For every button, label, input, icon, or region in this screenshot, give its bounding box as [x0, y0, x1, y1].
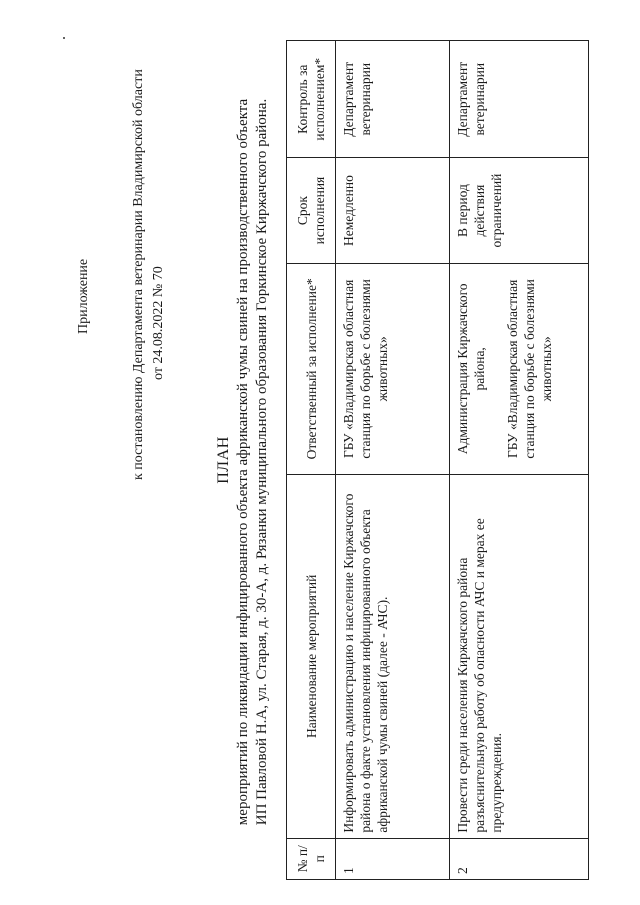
- header-num: № п/п: [287, 838, 336, 879]
- cell-responsible: [450, 263, 589, 474]
- cell-term: В период действия ограничений: [450, 158, 589, 263]
- header-responsible: Ответственный за исполнение*: [287, 263, 336, 474]
- cell-responsible: [336, 263, 450, 474]
- subtitle-line-1: мероприятий по ликвидации инфицированного объекта африканской чумы свиней на производственного объекта: [235, 98, 251, 826]
- cell-term: Немедленно: [336, 158, 450, 263]
- subtitle-line-2: ИП Павловой Н.А, ул. Старая, д. 30-А, д. Рязанки муниципального образования Горкинское Киржачского района.: [254, 98, 270, 826]
- plan-table: [286, 40, 589, 880]
- header-term: Срок исполнения: [287, 158, 336, 263]
- cell-name: Информировать администрацию и население Киржачского района о факте установления инфицированного объекта африканской чумы свиней (далее - АЧС).: [336, 475, 450, 839]
- cell-control: Департамент ветеринарии: [336, 41, 450, 158]
- header-name: Наименование мероприятий: [287, 475, 336, 839]
- cell-num: 1: [336, 838, 450, 879]
- table-row: [336, 41, 450, 880]
- decree-date-number: от 24.08.2022 № 70: [151, 266, 166, 380]
- responsible-entity: ГБУ «Владимирская областная станция по борьбе с болезнями животных»: [505, 279, 554, 459]
- appendix-label: Приложение: [76, 258, 91, 334]
- document-subtitle: [234, 52, 272, 872]
- responsible-entity: ГБУ «Владимирская областная станция по борьбе с болезнями животных»: [341, 279, 390, 459]
- decree-reference: к постановлению Департамента ветеринарии Владимирской области: [131, 69, 146, 480]
- cell-control: Департамент ветеринарии: [450, 41, 589, 158]
- responsible-entity: Администрация Киржачского района,: [455, 283, 487, 455]
- cell-name: Провести среди населения Киржачского района разъяснительную работу об опасности АЧС и мерах ее предупреждения.: [450, 475, 589, 839]
- document-title: ПЛАН: [215, 436, 232, 484]
- responsible-spacer: [488, 269, 504, 469]
- cell-num: 2: [450, 838, 589, 879]
- table-row: [450, 41, 589, 880]
- header-control: Контроль за исполнением*: [287, 41, 336, 158]
- document-page: [8, 30, 628, 890]
- table-header-row: [287, 41, 336, 880]
